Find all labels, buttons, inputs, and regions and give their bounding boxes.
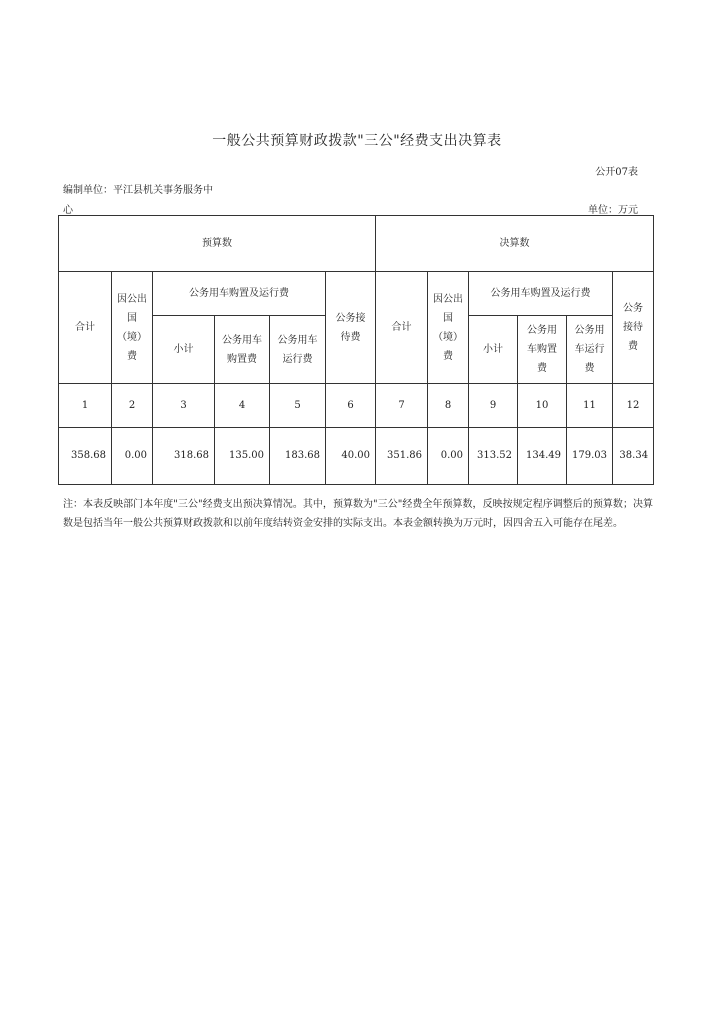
- currency-unit: 单位：万元: [588, 205, 638, 216]
- value-cell: 135.00: [215, 428, 270, 485]
- header-budget-reception: 公务接待费: [326, 272, 376, 384]
- col-no: 10: [518, 384, 567, 428]
- header-final-subtotal: 小计: [469, 316, 518, 384]
- value-cell: 179.03: [567, 428, 613, 485]
- header-final-abroad: 因公出国（境）费: [428, 272, 469, 384]
- col-no: 9: [469, 384, 518, 428]
- value-row: [59, 428, 654, 485]
- value-cell: 358.68: [59, 428, 112, 485]
- col-no: 12: [613, 384, 654, 428]
- compiling-unit-line1: 编制单位：平江县机关事务服务中: [63, 185, 213, 196]
- header-final-purchase: 公务用车购置费: [518, 316, 567, 384]
- col-no: 1: [59, 384, 112, 428]
- col-no: 3: [153, 384, 215, 428]
- col-no: 2: [112, 384, 153, 428]
- header-final-total: 合计: [376, 272, 428, 384]
- col-no: 11: [567, 384, 613, 428]
- header-final: 决算数: [376, 216, 654, 272]
- header-budget-total: 合计: [59, 272, 112, 384]
- header-row-1: [59, 216, 654, 272]
- value-cell: 313.52: [469, 428, 518, 485]
- table-note: 注：本表反映部门本年度"三公"经费支出预决算情况。其中，预算数为"三公"经费全年预算数，反映按规定程序调整后的预算数；决算数是包括当年一般公共预算财政拨款和以前年度结转资金安排的实际支出。本表金额转换为万元时，因四舍五入可能存在尾差。: [63, 499, 653, 529]
- col-no: 8: [428, 384, 469, 428]
- header-budget-running: 公务用车运行费: [270, 316, 326, 384]
- header-budget-subtotal: 小计: [153, 316, 215, 384]
- page-title: 一般公共预算财政拨款"三公"经费支出决算表: [212, 133, 502, 149]
- compiling-unit-line2: 心: [63, 205, 73, 216]
- col-no: 5: [270, 384, 326, 428]
- header-final-vehicle: 公务用车购置及运行费: [469, 272, 613, 316]
- col-no: 6: [326, 384, 376, 428]
- header-budget-vehicle: 公务用车购置及运行费: [153, 272, 326, 316]
- column-number-row: [59, 384, 654, 428]
- header-row-2: [59, 272, 654, 316]
- value-cell: 183.68: [270, 428, 326, 485]
- value-cell: 351.86: [376, 428, 428, 485]
- header-final-running: 公务用车运行费: [567, 316, 613, 384]
- value-cell: 134.49: [518, 428, 567, 485]
- value-cell: 38.34: [613, 428, 654, 485]
- value-cell: 0.00: [112, 428, 153, 485]
- col-no: 4: [215, 384, 270, 428]
- header-budget-abroad: 因公出国（境）费: [112, 272, 153, 384]
- header-final-reception: 公务接待费: [613, 272, 654, 384]
- value-cell: 318.68: [153, 428, 215, 485]
- col-no: 7: [376, 384, 428, 428]
- header-budget-purchase: 公务用车购置费: [215, 316, 270, 384]
- form-number: 公开07表: [595, 167, 638, 178]
- value-cell: 40.00: [326, 428, 376, 485]
- three-public-expenses-table: [58, 215, 654, 485]
- header-budget: 预算数: [59, 216, 376, 272]
- value-cell: 0.00: [428, 428, 469, 485]
